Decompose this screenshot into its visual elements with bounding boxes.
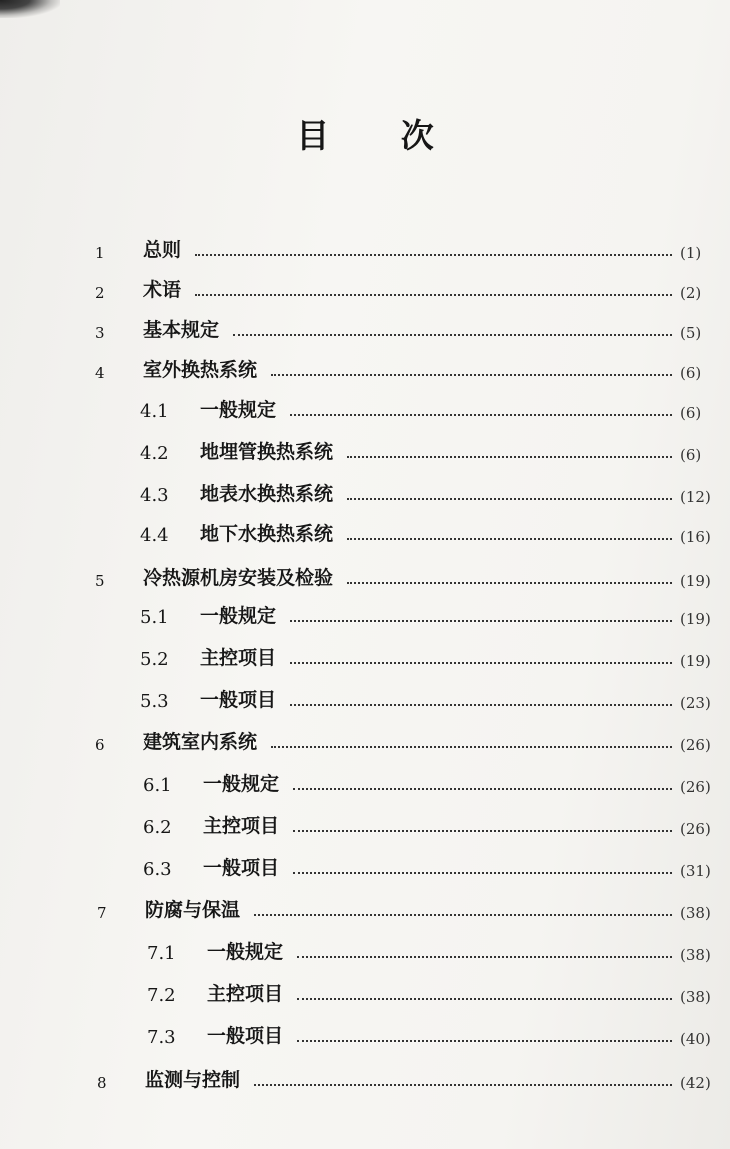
toc-entry[interactable] — [143, 766, 714, 796]
toc-entry-page: (19) — [680, 572, 711, 590]
dot-leader — [293, 830, 672, 832]
dot-leader — [347, 498, 672, 500]
dot-leader — [271, 746, 672, 748]
dot-leader — [271, 374, 672, 376]
toc-entry-page: (6) — [680, 364, 702, 382]
toc-entry-label: 室外换热系统 — [143, 359, 258, 381]
toc-entry[interactable] — [147, 934, 714, 964]
dot-leader — [195, 294, 672, 296]
toc-entry[interactable] — [143, 850, 714, 880]
toc-entry-number: 8 — [97, 1074, 107, 1092]
toc-entry[interactable] — [140, 598, 714, 628]
toc-entry[interactable] — [97, 1062, 714, 1092]
dot-leader — [290, 662, 672, 664]
toc-entry-page: (38) — [680, 988, 711, 1006]
toc-entry-label: 地表水换热系统 — [200, 483, 334, 505]
dot-leader — [290, 620, 672, 622]
toc-entry-page: (16) — [680, 528, 711, 546]
toc-entry-number: 5.1 — [140, 607, 169, 628]
toc-entry-number: 7.3 — [147, 1027, 176, 1048]
toc-entry-number: 7.2 — [147, 985, 176, 1006]
toc-entry-label: 一般规定 — [207, 941, 284, 963]
toc-entry[interactable] — [140, 640, 714, 670]
toc-entry-number: 7 — [97, 904, 107, 922]
toc-entry[interactable] — [95, 560, 714, 590]
dot-leader — [297, 956, 672, 958]
toc-entry-number: 6.1 — [143, 775, 172, 796]
toc-entry-label: 一般项目 — [207, 1025, 284, 1047]
toc-entry-number: 6.3 — [143, 859, 172, 880]
toc-entry-page: (1) — [680, 244, 702, 262]
dot-leader — [233, 334, 672, 336]
toc-entry-number: 4.4 — [140, 525, 169, 546]
dot-leader — [293, 788, 672, 790]
toc-entry[interactable] — [97, 892, 714, 922]
toc-entry-number: 5.2 — [140, 649, 169, 670]
toc-entry-page: (6) — [680, 446, 702, 464]
toc-entry-page: (12) — [680, 488, 711, 506]
toc-entry-label: 术语 — [143, 279, 182, 301]
dot-leader — [347, 456, 672, 458]
toc-entry-page: (5) — [680, 324, 702, 342]
toc-entry-label: 建筑室内系统 — [143, 731, 258, 753]
toc-entry-number: 4.2 — [140, 443, 169, 464]
toc-entry[interactable] — [147, 976, 714, 1006]
dot-leader — [293, 872, 672, 874]
dot-leader — [297, 1040, 672, 1042]
toc-entry[interactable] — [95, 352, 714, 382]
toc-entry-label: 主控项目 — [203, 815, 280, 837]
toc-entry-label: 防腐与保温 — [145, 899, 241, 921]
toc-entry-page: (26) — [680, 778, 711, 796]
toc-entry-number: 2 — [95, 284, 105, 302]
toc-entry-number: 3 — [95, 324, 105, 342]
dot-leader — [195, 254, 672, 256]
dot-leader — [254, 914, 672, 916]
toc-entry-label: 一般规定 — [203, 773, 280, 795]
toc-entry[interactable] — [140, 392, 714, 422]
toc-entry-number: 5.3 — [140, 691, 169, 712]
toc-entry-page: (2) — [680, 284, 702, 302]
toc-entry[interactable] — [147, 1018, 714, 1048]
dot-leader — [297, 998, 672, 1000]
toc-entry-label: 一般规定 — [200, 605, 277, 627]
toc-entry[interactable] — [95, 272, 714, 302]
dot-leader — [290, 704, 672, 706]
dot-leader — [347, 538, 672, 540]
toc-entry-page: (38) — [680, 904, 711, 922]
toc-entry-label: 地埋管换热系统 — [200, 441, 334, 463]
page-title: 目 次 — [296, 116, 464, 155]
toc-entry-page: (19) — [680, 610, 711, 628]
toc-entry-page: (31) — [680, 862, 711, 880]
toc-entry-number: 5 — [95, 572, 105, 590]
toc-entry-label: 基本规定 — [143, 319, 220, 341]
toc-entry-label: 一般项目 — [200, 689, 277, 711]
toc-entry-page: (6) — [680, 404, 702, 422]
toc-entry-label: 一般规定 — [200, 399, 277, 421]
toc-entry-label: 地下水换热系统 — [200, 523, 334, 545]
dot-leader — [254, 1084, 672, 1086]
toc-entry-number: 6 — [95, 736, 105, 754]
toc-entry[interactable] — [140, 516, 714, 546]
toc-entry-number: 1 — [95, 244, 105, 262]
toc-entry[interactable] — [140, 476, 714, 506]
dot-leader — [347, 582, 672, 584]
toc-entry[interactable] — [95, 312, 714, 342]
toc-entry[interactable] — [95, 232, 714, 262]
toc-entry-page: (26) — [680, 820, 711, 838]
toc-entry-label: 总则 — [143, 239, 182, 261]
toc-entry-page: (19) — [680, 652, 711, 670]
toc-entry-label: 一般项目 — [203, 857, 280, 879]
toc-entry-number: 4 — [95, 364, 105, 382]
toc-entry-number: 6.2 — [143, 817, 172, 838]
toc-entry-number: 4.3 — [140, 485, 169, 506]
toc-entry-label: 冷热源机房安装及检验 — [143, 567, 334, 589]
toc-entry-page: (42) — [680, 1074, 711, 1092]
toc-entry-page: (26) — [680, 736, 711, 754]
toc-entry[interactable] — [95, 724, 714, 754]
toc-entry-number: 7.1 — [147, 943, 176, 964]
toc-entry-label: 主控项目 — [200, 647, 277, 669]
toc-entry-page: (40) — [680, 1030, 711, 1048]
toc-entry[interactable] — [140, 682, 714, 712]
toc-entry-page: (38) — [680, 946, 711, 964]
dot-leader — [290, 414, 672, 416]
toc-entry-label: 主控项目 — [207, 983, 284, 1005]
toc-entry-number: 4.1 — [140, 401, 169, 422]
toc-entry[interactable] — [140, 434, 714, 464]
toc-entry[interactable] — [143, 808, 714, 838]
toc-entry-label: 监测与控制 — [145, 1069, 241, 1091]
toc-entry-page: (23) — [680, 694, 711, 712]
